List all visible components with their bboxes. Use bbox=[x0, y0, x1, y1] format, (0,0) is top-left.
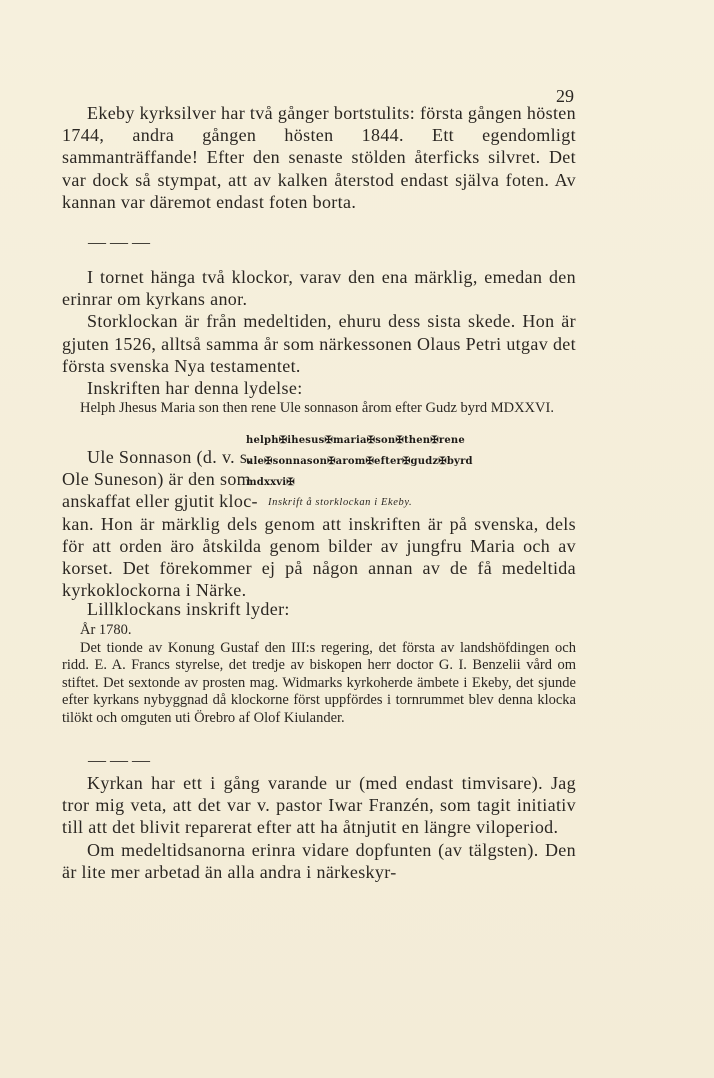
figure-caption: Inskrift å storklockan i Ekeby. bbox=[268, 497, 413, 508]
paragraph-line: anskaffat eller gjutit kloc- bbox=[62, 491, 258, 512]
paragraph-text: Kyrkan har ett i gång varande ur (med endast timvisare). Jag tror mig veta, att det var v. pastor Iwar Franzén, som tagit initiativ till att det blivit reparerat efter att ha åtnjutit en längre viloperiod. bbox=[62, 773, 576, 838]
paragraph-line: Ule Sonnason (d. v. s. bbox=[87, 447, 253, 467]
separator-2 bbox=[62, 750, 576, 771]
blackletter-line: ule✠sonnason✠arom✠efter✠gudz✠byrd bbox=[246, 456, 473, 467]
separator-dashes: ——— bbox=[88, 232, 154, 252]
paragraph-silver bbox=[62, 102, 576, 213]
inscription-transcription bbox=[62, 400, 576, 418]
paragraph-text: kan. Hon är märklig dels genom att inskriften är på svenska, dels för att orden äro åtskilda genom bilder av jungfru Maria och av korset. Det förekommer ej på någon annan av de få medeltida kyrkoklockorna i Närke. bbox=[62, 513, 576, 601]
paragraph-line: Ole Suneson) är den som bbox=[62, 469, 252, 490]
blackletter-line: mdxxvi✠ bbox=[246, 477, 295, 488]
paragraph-text: Om medeltidsanorna erinra vidare dopfunten (av tälgsten). Den är lite mer arbetad än alla andra i närkeskyr- bbox=[62, 839, 576, 882]
small-bell-inscription bbox=[62, 622, 576, 728]
inscription-text: Det tionde av Konung Gustaf den III:s regering, det första av landshöfdingen och ridd. E. A. Francs styrelse, det tredje av biskopen herr doctor G. I. Benzelii vård om stiftet. Det sextonde av prosten mag. Widmarks kyrkoherde ämbete i Ekeby, det sjunde efter kyrkans nybyggnad då klockorne först uppfördes i tornrummet blev denna klocka tilökt och omguten uti Örebro af Olof Kiulander. bbox=[62, 639, 576, 726]
paragraph-bells bbox=[62, 266, 576, 399]
separator-dashes: ——— bbox=[88, 750, 154, 770]
paragraph-text: Lillklockans inskrift lyder: bbox=[87, 599, 290, 619]
paragraph-clock bbox=[62, 772, 576, 883]
paragraph-text: Ekeby kyrksilver har två gånger bortstulits: första gången hösten 1744, andra gången hösten 1844. Ett egendomligt sammanträffande! Efter den senaste stölden återficks silvret. Det var dock så stympat, att av kalken återstod endast själva foten. Av kannan var däremot endast foten borta. bbox=[62, 103, 576, 212]
paragraph-small-bell bbox=[62, 598, 576, 620]
paragraph-text: Inskriften har denna lydelse: bbox=[87, 378, 303, 399]
inscription-text: Helph Jhesus Maria son then rene Ule sonnason årom efter Gudz byrd MDXXVI. bbox=[80, 400, 554, 416]
paragraph-text: Storklockan är från medeltiden, ehuru dess sista skede. Hon är gjuten 1526, alltså samma år som närkessonen Olaus Petri utgav det första svenska Nya testamentet. bbox=[62, 311, 576, 376]
page-number: 29 bbox=[556, 86, 574, 106]
inscription-figure bbox=[246, 430, 518, 508]
blackletter-line: helph✠ihesus✠maria✠son✠then✠rene bbox=[246, 435, 465, 446]
separator-1 bbox=[62, 232, 576, 253]
paragraph-text: I tornet hänga två klockor, varav den ena märklig, emedan den erinrar om kyrkans anor. bbox=[62, 267, 576, 310]
inscription-year: År 1780. bbox=[80, 622, 132, 638]
